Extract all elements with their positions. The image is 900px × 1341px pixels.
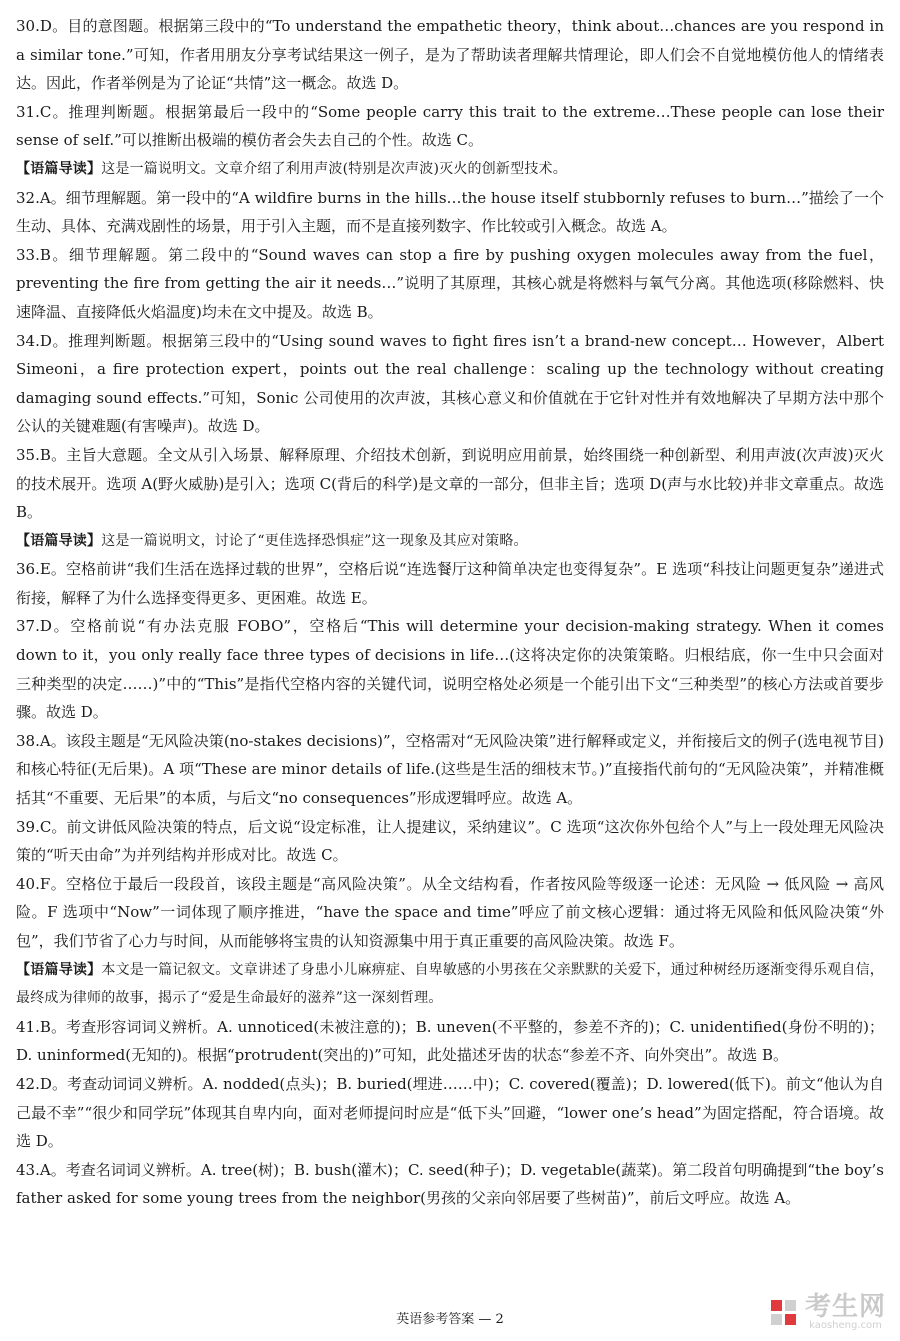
answer-39: 39.C。前文讲低风险决策的特点，后文说“设定标准，让人提建议，采纳建议”。C 选项“这次你外包给个人”与上一段处理无风险决策的“听天由命”为并列结构并形成对比。故选 C。 bbox=[16, 817, 884, 865]
guide-tag: 【语篇导读】 bbox=[16, 160, 102, 177]
answer-34: 34.D。推理判断题。根据第三段中的“Using sound waves to fight fires isn’t a brand-new concept… However，Albert Simeoni，a fire protection expert，points out the real challenge：scaling up the technology without creating damaging sound effects.”可知，Sonic 公司使用的次声波，其核心意义和价值就在于它针对性并有效地解决了早期方法中那个公认的关键难题(有害噪声)。故选 D。 bbox=[16, 331, 884, 436]
answer-36: 36.E。空格前讲“我们生活在选择过载的世界”，空格后说“连选餐厅这种简单决定也变得复杂”。E 选项“科技让问题更复杂”递进式衔接，解释了为什么选择变得更多、更困难。故选 E。 bbox=[16, 560, 884, 607]
answer-38: 38.A。该段主题是“无风险决策(no-stakes decisions)”，空格需对“无风险决策”进行解释或定义，并衔接后文的例子(选电视节目)和核心特征(无后果)。A 项“These are minor details of life.(这些是生活的细枝末节。)”直接指代前句的“无风险决策”，并精准概括其“不重要、无后果”的本质，与后文“no consequences”形成逻辑呼应。故选 A。 bbox=[16, 731, 884, 808]
watermark bbox=[769, 1294, 886, 1331]
guide-text: 这是一篇说明文，讨论了“更佳选择恐惧症”这一现象及其应对策略。 bbox=[101, 532, 528, 549]
passage-guide-cloze bbox=[16, 956, 884, 1013]
answer-35: 35.B。主旨大意题。全文从引入场景、解释原理、介绍技术创新，到说明应用前景，始终围绕一种创新型、利用声波(次声波)灭火的技术展开。选项 A(野火威胁)是引入；选项 C(背后的科学)是文章的一部分，但非主旨；选项 D(声与水比较)并非文章重点。故选 B。 bbox=[16, 445, 884, 522]
passage-guide-d bbox=[16, 527, 884, 556]
answer-41: 41.B。考查形容词词义辨析。A. unnoticed(未被注意的)；B. uneven(不平整的，参差不齐的)；C. unidentified(身份不明的)；D. uninformed(无知的)。根据“protrudent(突出的)”可知，此处描述牙齿的状态“参差不齐、向外突出”。故选 B。 bbox=[16, 1017, 884, 1065]
kaosheng-logo-icon bbox=[769, 1298, 799, 1328]
answer-42: 42.D。考查动词词义辨析。A. nodded(点头)；B. buried(埋进……中)；C. covered(覆盖)；D. lowered(低下)。前文“他认为自己最不幸”“很少和同学玩”体现其自卑内向，面对老师提问时应是“低下头”回避，“lower one’s head”为固定搭配，符合语境。故选 D。 bbox=[16, 1074, 884, 1151]
guide-text: 这是一篇说明文。文章介绍了利用声波(特别是次声波)灭火的创新型技术。 bbox=[101, 160, 567, 177]
guide-text: 本文是一篇记叙文。文章讲述了身患小儿麻痹症、自卑敏感的小男孩在父亲默默的关爱下，通过种树经历逐渐变得乐观自信，最终成为律师的故事，揭示了“爱是生命最好的滋养”这一深刻哲理。 bbox=[16, 961, 885, 1007]
answer-31: 31.C。推理判断题。根据第最后一段中的“Some people carry this trait to the extreme…These people can lose their sense of self.”可以推断出极端的模仿者会失去自己的个性。故选 C。 bbox=[16, 102, 884, 150]
watermark-name: 考生网 bbox=[804, 1292, 886, 1322]
watermark-domain: kaosheng.com bbox=[809, 1320, 882, 1331]
page-footer: 英语参考答案 — 2 bbox=[396, 1312, 504, 1327]
answer-sheet bbox=[16, 12, 884, 1213]
answer-43: 43.A。考查名词词义辨析。A. tree(树)；B. bush(灌木)；C. seed(种子)；D. vegetable(蔬菜)。第二段首句明确提到“the boy’s father asked for some young trees from the neighbor(男孩的父亲向邻居要了些树苗)”，前后文呼应。故选 A。 bbox=[16, 1160, 884, 1208]
answer-32: 32.A。细节理解题。第一段中的“A wildfire burns in the hills…the house itself stubbornly refuses to burn…”描绘了一个生动、具体、充满戏剧性的场景，用于引入主题，而不是直接列数字、作比较或引入概念。故选 A。 bbox=[16, 188, 884, 236]
answer-40: 40.F。空格位于最后一段段首，该段主题是“高风险决策”。从全文结构看，作者按风险等级逐一论述：无风险 → 低风险 → 高风险。F 选项中“Now”一词体现了顺序推进，“have the space and time”呼应了前文核心逻辑：通过将无风险和低风险决策“外包”，我们节省了心力与时间，从而能够将宝贵的认知资源集中用于真正重要的高风险决策。故选 F。 bbox=[16, 874, 884, 950]
answer-30: 30.D。目的意图题。根据第三段中的“To understand the empathetic theory，think about…chances are you respond in a similar tone.”可知，作者用朋友分享考试结果这一例子，是为了帮助读者理解共情理论，即人们会不自觉地模仿他人的情绪表达。因此，作者举例是为了论证“共情”这一概念。故选 D。 bbox=[16, 17, 884, 93]
answer-33: 33.B。细节理解题。第二段中的“Sound waves can stop a fire by pushing oxygen molecules away from the fuel，preventing the fire from getting the air it needs…”说明了其原理，其核心就是将燃料与氧气分离。其他选项(移除燃料、快速降温、直接降低火焰温度)均未在文中提及。故选 B。 bbox=[16, 245, 884, 321]
guide-tag: 【语篇导读】 bbox=[16, 961, 102, 978]
guide-tag: 【语篇导读】 bbox=[16, 532, 102, 549]
answer-37: 37.D。空格前说“有办法克服 FOBO”，空格后“This will determine your decision-making strategy. When it comes down to it，you only really face three types of decisions in life…(这将决定你的决策策略。归根结底，你一生中只会面对三种类型的决定……)”中的“This”是指代空格内容的关键代词，说明空格处必须是一个能引出下文“三种类型”的核心方法或首要步骤。故选 D。 bbox=[16, 617, 884, 722]
passage-guide-c bbox=[16, 155, 884, 184]
